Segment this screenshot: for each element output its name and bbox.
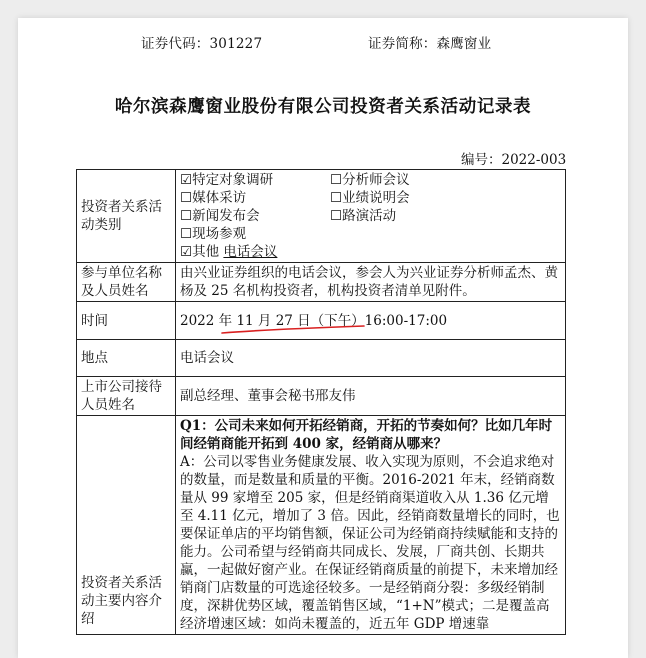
participants-label: 参与单位名称及人员姓名: [77, 263, 176, 302]
answer-1: A：公司以零售业务健康发展、收入实现为原则，不会追求绝对的数量，而是数量和质量的平衡。2016-2021 年末，经销商数量从 99 家增至 205 家，但是经销商渠道收入从 1.36 亿元增至 4.11 亿元，增加了 3 倍。因此，经销商数量增长的同时，也要保证单店的平均销售额，保证公司为经销商持续赋能和支持的能力。公司希望与经销商共同成长、发展，厂商共创、长期共赢，一起做好窗产业。在保证经销商质量的前提下，未来增加经销商门店数量的可选途径较多。一是经销商分裂：多级经销制度，深耕优势区域，覆盖销售区域，“1+N”模式；二是覆盖高经济增速区域：如尚未覆盖的，近五年 GDP 增速靠: [180, 454, 560, 632]
row-time: [77, 302, 566, 340]
time-value-wrap: [180, 312, 447, 330]
activity-type-value: [176, 170, 566, 263]
option-other: [180, 243, 330, 261]
row-activity-type: [77, 170, 566, 263]
row-receptionists: [77, 377, 566, 416]
main-content-value: [176, 416, 566, 635]
question-1: Q1：公司未来如何开拓经销商，开拓的节奏如何？比如几年时间经销商能开拓到 400 家，经销商从哪来？: [180, 418, 553, 452]
location-label: 地点: [77, 340, 176, 377]
activity-type-label: 投资者关系活动类别: [77, 170, 176, 263]
location-value: 电话会议: [176, 340, 566, 377]
time-value: 2022 年 11 月 27 日（下午）16:00-17:00: [180, 312, 448, 329]
red-handwritten-underline: [178, 324, 368, 336]
document-page: [18, 18, 628, 658]
time-label: 时间: [77, 302, 176, 340]
row-participants: [77, 263, 566, 302]
option-special-research: ☑特定对象调研: [180, 172, 274, 188]
stock-short-name: 证券简称：森鹰窗业: [368, 36, 492, 52]
record-table: [76, 169, 566, 635]
option-other-prefix: ☑其他: [180, 244, 224, 260]
option-roadshow: ☐路演活动: [330, 208, 397, 224]
activity-options: [180, 171, 561, 261]
stock-code: 证券代码：301227: [141, 36, 263, 52]
option-media-interview: ☐媒体采访: [180, 190, 247, 206]
row-location: [77, 340, 566, 377]
option-analyst-meeting: ☐分析师会议: [330, 172, 410, 188]
document-title: 哈尔滨森鹰窗业股份有限公司投资者关系活动记录表: [114, 97, 532, 117]
option-site-visit: ☐现场参观: [180, 226, 247, 242]
receptionists-label: 上市公司接待人员姓名: [77, 377, 176, 416]
participants-value: 由兴业证券组织的电话会议，参会人为兴业证券分析师孟杰、黄杨及 25 名机构投资者，机构投资者清单见附件。: [176, 263, 566, 302]
main-content-label: 投资者关系活动主要内容介绍: [77, 416, 176, 635]
option-earnings-briefing: ☐业绩说明会: [330, 190, 410, 206]
option-press-conference: ☐新闻发布会: [180, 208, 260, 224]
serial-number: 编号：2022-003: [461, 152, 567, 168]
row-main-content: [77, 416, 566, 635]
receptionists-value: 副总经理、董事会秘书邢友伟: [176, 377, 566, 416]
option-other-value: 电话会议: [223, 244, 278, 260]
